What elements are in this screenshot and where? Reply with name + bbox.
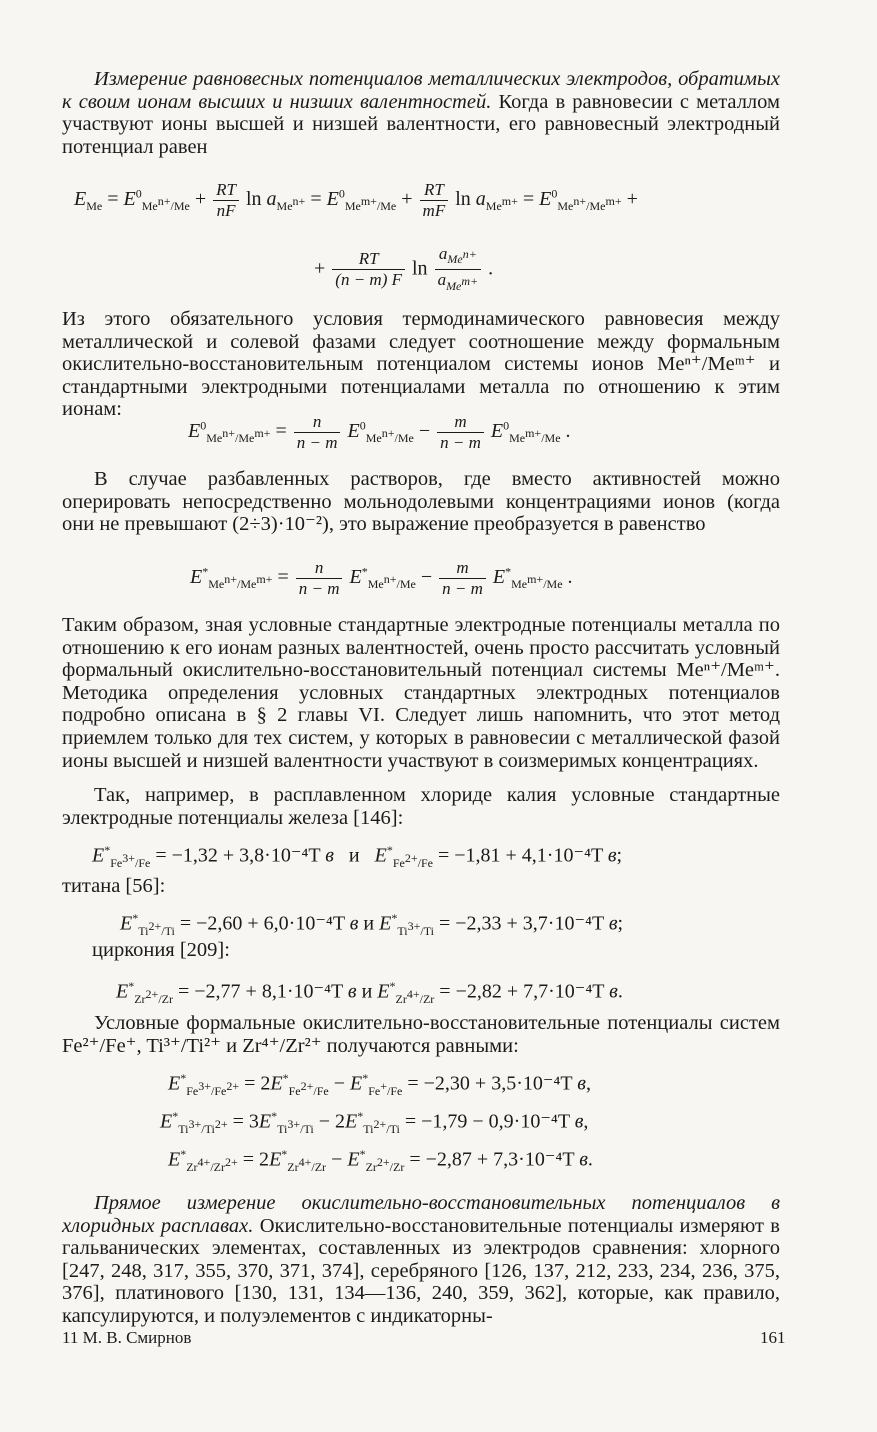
- equation-zirconium: $E^*_{Zr^{2+}/Zr} = -2,77 + 8,1\cdot 10^{-4}T$ в и $E^*_{Zr^{4+}/Zr} = -2,82 + 7,7\cdot 10^{-4}T$ в.: [116, 979, 623, 1006]
- paragraph-7-heading: Прямое измерение окислительно-восстановительных потенциалов в хлоридных расплавах.: [62, 1192, 780, 1237]
- label-zirconium: циркония [209]:: [92, 939, 230, 961]
- equation-formal-zirconium: $E^*_{Zr^{4+}/Zr^{2+}} = 2E^*_{Zr^{4+}/Zr} - E^*_{Zr^{2+}/Zr} = -2,87 + 7,3\cdot 10^{-4}T$ в.: [168, 1147, 593, 1174]
- paragraph-6: Условные формальные окислительно-восстановительные потенциалы систем Fe²⁺/Fe⁺, Ti³⁺/Ti²⁺ и Zr⁴⁺/Zr²⁺ получаются равными:: [62, 1012, 780, 1057]
- equation-1-line-1: $E_{Me} = E^0_{Me^{n+}/Me}$ + $\frac{RT}{nF}$ $\ln a_{Me^{n+}} = E^0_{Me^{m+}/Me}$ + $\frac{RT}{mF}$ $\ln a_{Me^{m+}} = E^0_{Me^{n+}/Me^{m+}}$ +: [74, 180, 638, 220]
- equation-2: $E^0_{Me^{n+}/Me^{m+}}$ = $\frac{n}{n - m}$ $E^0_{Me^{n+}/Me}$ − $\frac{m}{n - m}$ $E^0_{Me^{m+}/Me}$ .: [188, 412, 571, 452]
- equation-formal-titanium: $E^*_{Ti^{3+}/Ti^{2+}} = 3E^*_{Ti^{3+}/Ti} - 2E^*_{Ti^{2+}/Ti} = -1,79 - 0,9\cdot 10^{-4}T$ в,: [160, 1109, 589, 1136]
- equation-1-line-2: + $\frac{RT}{(n - m) F}$ ln $\frac{a_{Me^{n+}}}{a_{Me^{m+}}}$ .: [314, 244, 494, 293]
- paragraph-5: Так, например, в расплавленном хлориде калия условные стандартные электродные потенциалы железа [146]:: [62, 784, 780, 829]
- equation-3: $E^*_{Me^{n+}/Me^{m+}}$ = $\frac{n}{n - m}$ $E^*_{Me^{n+}/Me}$ − $\frac{m}{n - m}$ $E^*_{Me^{m+}/Me}$ .: [190, 558, 573, 598]
- equation-iron: $E^*_{Fe^{3+}/Fe} = -1,32 + 3,8\cdot 10^{-4}T$ в и $E^*_{Fe^{2+}/Fe} = -1,81 + 4,1\cdot 10^{-4}T$ в;: [92, 843, 623, 870]
- paragraph-3: В случае разбавленных растворов, где вместо активностей можно оперировать непосредственно мольнодолевыми концентрациями ионов (когда они не превышают (2÷3)·10⁻²), это выражение преобразуется в равенство: [62, 468, 780, 536]
- paragraph-2: Из этого обязательного условия термодинамического равновесия между металлической и солевой фазами следует соотношение между формальным окислительно-восстановительным потенциалом системы ионов Meⁿ⁺/Meᵐ⁺ и стандартными электродными потенциалами металла по отношению к этим ионам:: [62, 308, 780, 421]
- paragraph-7-text: Окислительно-восстановительные потенциалы измеряют в гальванических элементах, составленных из электродов сравнения: хлорного [247, 248, 317, 355, 370, 371, 374], серебряного [126, 137, 212, 233, 234, 236, 375, 376], платинового [130, 131, 134—136, 240, 359, 362], которые, как правило, капсулируются, и полуэлементов с индикаторны-: [62, 1214, 780, 1327]
- paragraph-4: Таким образом, зная условные стандартные электродные потенциалы металла по отношению к его ионам разных валентностей, очень просто рассчитать условный формальный окислительно-восстановительный потенциал системы Meⁿ⁺/Meᵐ⁺. Методика определения условных стандартных электродных потенциалов подробно описана в § 2 главы VI. Следует лишь напомнить, что этот метод приемлем только для тех систем, у которых в равновесии с металлической фазой ионы высшей и низшей валентности участвуют в соизмеримых концентрациях.: [62, 614, 780, 772]
- paragraph-1-text: Когда в равновесии с металлом участвуют ионы высшей и низшей валентности, его равновесный электродный потенциал равен: [62, 90, 780, 158]
- paragraph-7: [62, 1192, 780, 1328]
- label-titanium: титана [56]:: [62, 875, 166, 897]
- paragraph-1: [62, 68, 780, 158]
- equation-titanium: $E^*_{Ti^{2+}/Ti} = -2,60 + 6,0\cdot 10^{-4}T$ в и $E^*_{Ti^{3+}/Ti} = -2,33 + 3,7\cdot 10^{-4}T$ в;: [120, 911, 624, 938]
- footer-signature: 11 М. В. Смирнов: [62, 1328, 192, 1347]
- paragraph-1-heading: Измерение равновесных потенциалов металлических электродов, обратимых к своим ионам высших и низших валентностей.: [62, 68, 780, 113]
- equation-formal-iron: $E^*_{Fe^{3+}/Fe^{2+}} = 2E^*_{Fe^{2+}/Fe} - E^*_{Fe^+/Fe} = -2,30 + 3,5\cdot 10^{-4}T$ в,: [168, 1071, 591, 1098]
- page-number: 161: [760, 1328, 786, 1347]
